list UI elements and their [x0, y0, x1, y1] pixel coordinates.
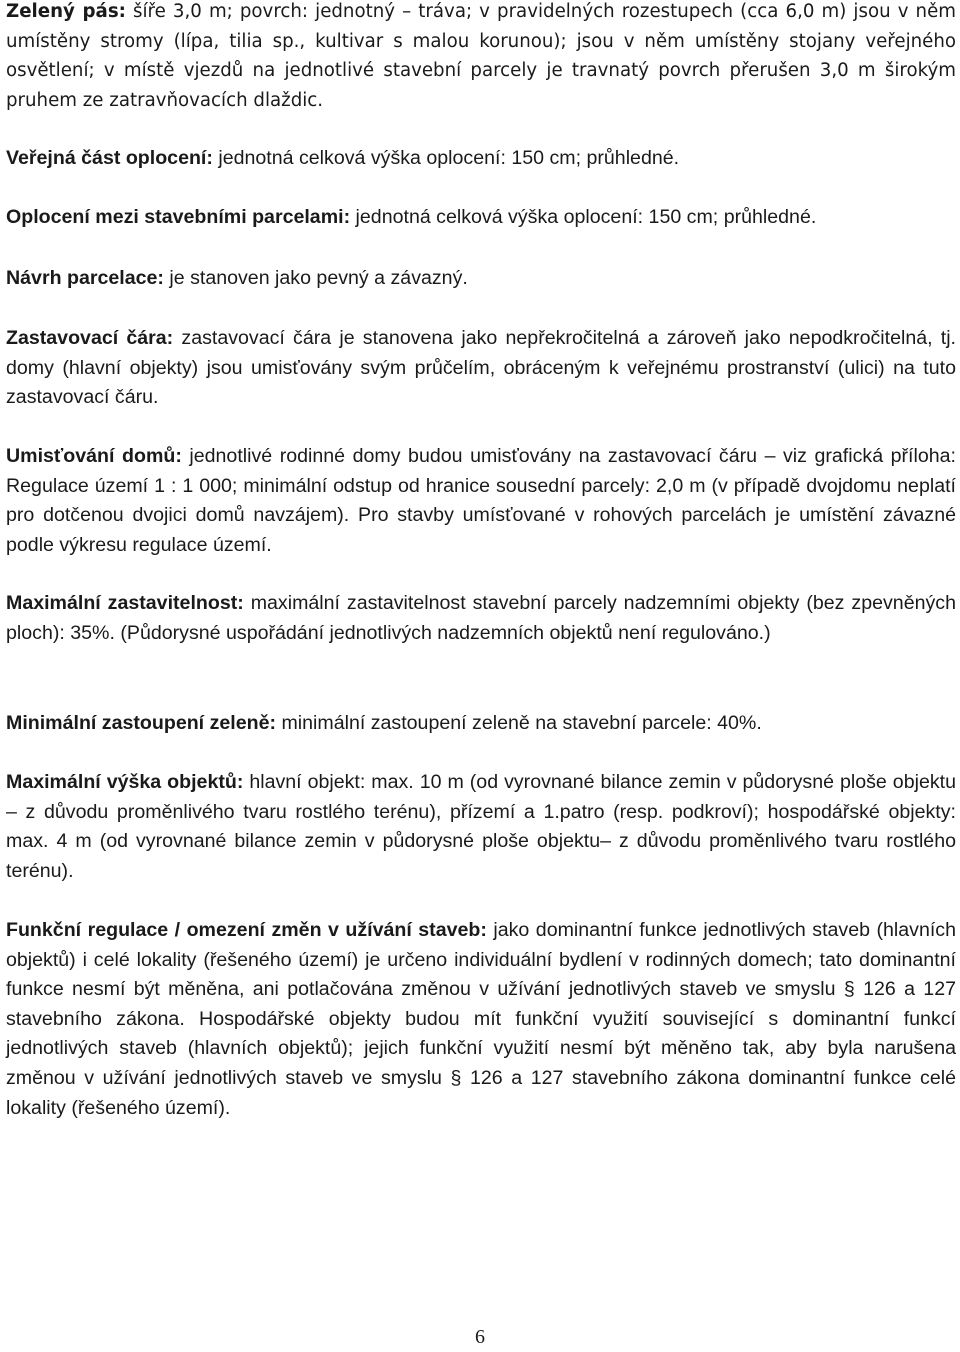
paragraph-text: zastavovací čára je stanovena jako nepřekročitelná a zároveň jako nepodkročitelná, tj. domy (hlavní objekty) jsou umisťovány svým průčelím, obráceným k veřejnému prostranství (ulici) na tuto zastavovací čáru.: [6, 327, 956, 409]
paragraph-text: minimální zastoupení zeleně na stavební parcele: 40%.: [276, 712, 762, 734]
paragraph-label: Návrh parcelace:: [6, 267, 164, 289]
paragraph-oploceni-mezi-parcelami: [6, 203, 956, 233]
paragraph-navrh-parcelace: [6, 264, 956, 294]
paragraph-zeleny-pas: [6, 0, 956, 115]
paragraph-zastavovaci-cara: [6, 324, 956, 413]
paragraph-text: jednotná celková výška oplocení: 150 cm; průhledné.: [212, 147, 680, 169]
paragraph-text: hlavní objekt: max. 10 m (od vyrovnané bilance zemin v půdorysné ploše objektu – z důvodu proměnlivého tvaru rostlého terénu), přízemí a 1.patro (resp. podkroví); hospodářské objekty: max. 4 m (od vyrovnané bilance zemin v půdorysné ploše objektu– z důvodu proměnlivého tvaru rostlého terénu).: [6, 771, 956, 882]
paragraph-funkcni-regulace: [6, 916, 956, 1123]
paragraph-text: jednotlivé rodinné domy budou umisťovány na zastavovací čáru – viz grafická příloha: Regulace území 1 : 1 000; minimální odstup od hranice sousední parcely: 2,0 m (v případě dvojdomu neplatí pro dotčenou dvojici domů navzájem). Pro stavby umísťované v rohových parcelách je umístění závazné podle výkresu regulace území.: [6, 445, 956, 556]
paragraph-verejna-cast-oploceni: [6, 144, 956, 174]
paragraph-label: Minimální zastoupení zeleně:: [6, 712, 276, 734]
paragraph-maximalni-vyska-objektu: [6, 768, 956, 886]
page-number: 6: [475, 1326, 485, 1348]
paragraph-minimalni-zastoupeni-zelene: [6, 709, 956, 739]
paragraph-text: je stanoven jako pevný a závazný.: [163, 267, 468, 289]
paragraph-text: jednotná celková výška oplocení: 150 cm; průhledné.: [350, 206, 817, 228]
paragraph-text: maximální zastavitelnost stavební parcely nadzemními objekty (bez zpevněných ploch): 35%. (Půdorysné uspořádání jednotlivých nadzemních objektů není regulováno.): [6, 592, 956, 644]
paragraph-label: Veřejná část oplocení:: [6, 147, 213, 169]
paragraph-maximalni-zastavitelnost: [6, 589, 956, 648]
paragraph-label: Zastavovací čára:: [6, 327, 174, 349]
paragraph-text: šíře 3,0 m; povrch: jednotný – tráva; v pravidelných rozestupech (cca 6,0 m) jsou v něm umístěny stromy (lípa, tilia sp., kultivar s malou korunou); jsou v něm umístěny stojany veřejného osvětlení; v místě vjezdů na jednotlivé stavební parcely je travnatý povrch přerušen 3,0 m širokým pruhem ze zatravňovacích dlaždic.: [6, 1, 956, 111]
paragraph-label: Zelený pás:: [6, 1, 126, 22]
paragraph-umistovani-domu: [6, 442, 956, 560]
paragraph-label: Umisťování domů:: [6, 445, 182, 467]
paragraph-label: Maximální výška objektů:: [6, 771, 244, 793]
paragraph-label: Oplocení mezi stavebními parcelami:: [6, 206, 351, 228]
paragraph-text: jako dominantní funkce jednotlivých staveb (hlavních objektů) i celé lokality (řešeného území) je určeno individuální bydlení v rodinných domech; tato dominantní funkce nesmí být měněna, ani potlačována změnou v užívání jednotlivých staveb ve smyslu § 126 a 127 stavebního zákona. Hospodářské objekty budou mít funkční využití související s dominantní funkcí jednotlivých staveb (hlavních objektů); jejich funkční využití nesmí být měněno tak, aby byla narušena změnou v užívání jednotlivých staveb ve smyslu § 126 a 127 stavebního zákona dominantní funkce celé lokality (řešeného území).: [6, 919, 957, 1119]
paragraph-label: Funkční regulace / omezení změn v užívání staveb:: [6, 919, 487, 941]
paragraph-label: Maximální zastavitelnost:: [6, 592, 244, 614]
